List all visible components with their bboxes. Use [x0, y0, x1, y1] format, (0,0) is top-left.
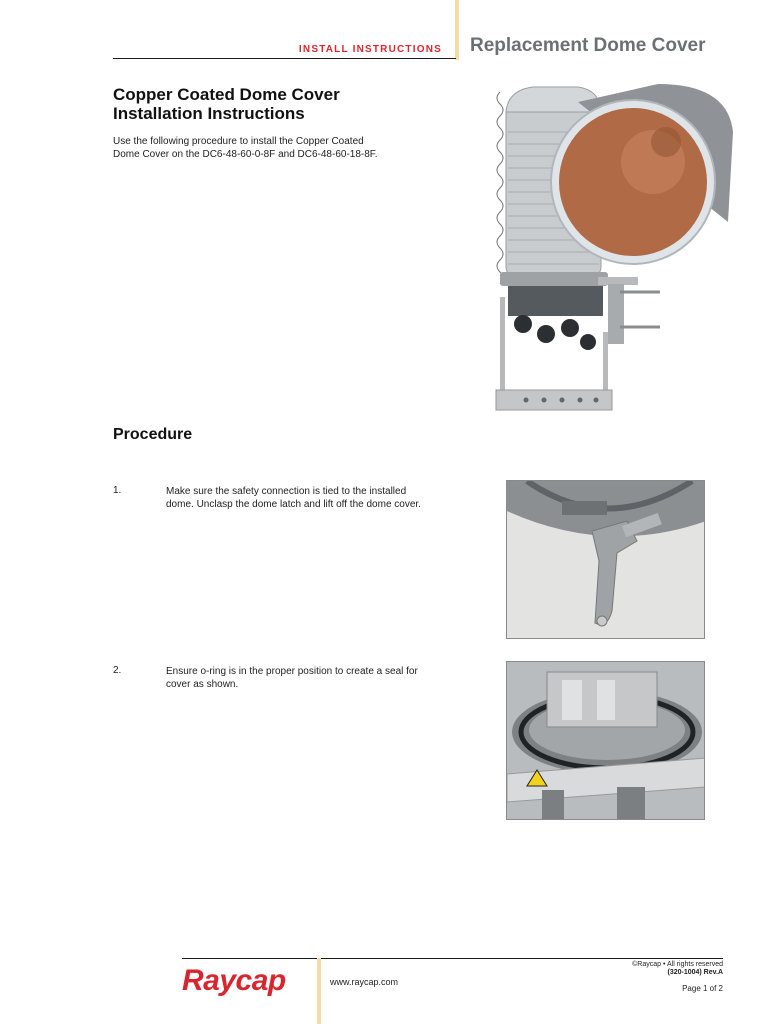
procedure-heading: Procedure [113, 426, 193, 443]
header-rule [113, 58, 456, 59]
step-2-line-2: cover as shown. [166, 679, 239, 690]
header-accent-bar [455, 0, 459, 60]
cable-port [561, 319, 579, 337]
o-ring-illustration [507, 662, 705, 820]
intro-text [113, 135, 443, 161]
step-2-number: 2. [113, 665, 122, 676]
step-1-number: 1. [113, 485, 122, 496]
page-title-line-1: Copper Coated Dome Cover [113, 85, 340, 104]
intro-line-1: Use the following procedure to install the Copper Coated [113, 136, 364, 147]
dome-cover-product-image [488, 72, 748, 417]
page-title-line-2: Installation Instructions [113, 104, 305, 123]
bracket-leg [500, 297, 505, 397]
step-2-text [166, 665, 466, 691]
bracket-arm [598, 277, 638, 285]
copper-shadow [651, 127, 681, 157]
cable-port [580, 334, 596, 350]
document-number: (320-1004) Rev.A [667, 969, 723, 976]
section-label: INSTALL INSTRUCTIONS [298, 44, 442, 55]
dome-base [500, 272, 608, 286]
footer-rule [182, 958, 723, 959]
page-number: Page 1 of 2 [682, 984, 723, 993]
cable-port [537, 325, 555, 343]
latch-bracket-illustration [507, 481, 705, 639]
step-1-line-1: Make sure the safety connection is tied to the installed [166, 486, 407, 497]
safety-cord [497, 92, 503, 284]
step-1-line-2: dome. Unclasp the dome latch and lift off the dome cover. [166, 499, 421, 510]
page-title [113, 85, 443, 123]
document-title: Replacement Dome Cover [470, 35, 706, 56]
website-link[interactable]: www.raycap.com [330, 977, 399, 987]
bracket-leg [603, 332, 608, 397]
step-2-photo [506, 661, 705, 820]
copyright-text: ©Raycap • All rights reserved [632, 961, 723, 968]
base-hardware [508, 286, 603, 316]
step-1-text [166, 485, 466, 511]
cable-port [514, 315, 532, 333]
intro-line-2: Dome Cover on the DC6-48-60-0-8F and DC6-48-60-18-8F. [113, 149, 378, 160]
step-1-photo [506, 480, 705, 639]
footer-accent-bar [317, 958, 321, 1024]
raycap-logo: Raycap [182, 964, 286, 997]
step-2-line-1: Ensure o-ring is in the proper position to create a seal for [166, 666, 418, 677]
